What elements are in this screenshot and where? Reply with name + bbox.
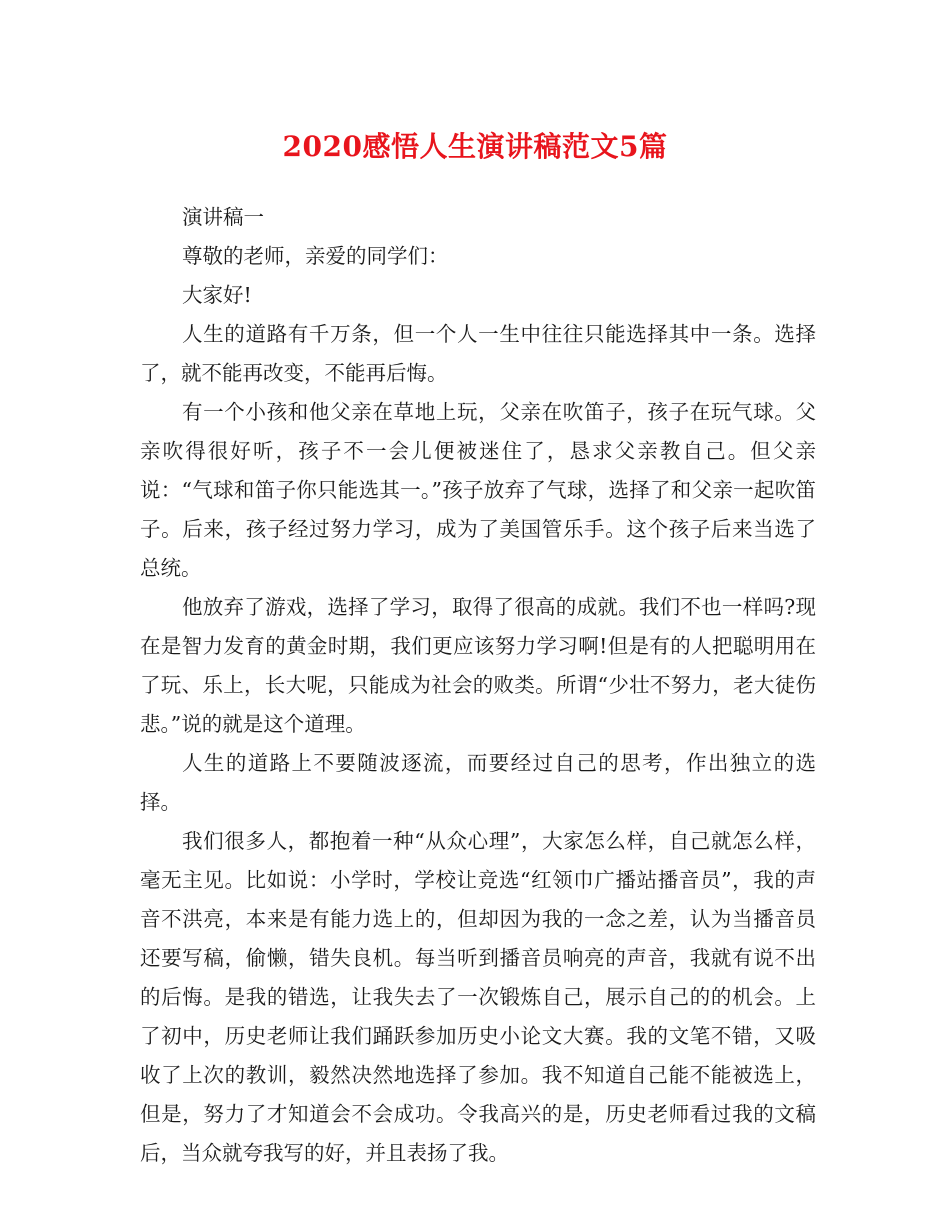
document-title: 2020感悟人生演讲稿范文5篇	[282, 130, 668, 163]
paragraph: 我们很多人，都抱着一种“从众心理”，大家怎么样，自己就怎么样，毫无主见。比如说：小学时，学校让竞选“红领巾广播站播音员”，我的声音不洪亮，本来是有能力选上的，但却因为我的一念之差，认为当播音员还要写稿，偷懒，错失良机。每当听到播音员响亮的声音，我就有说不出的后悔。是我的错选，让我失去了一次锻炼自己，展示自己的的机会。上了初中，历史老师让我们踊跃参加历史小论文大赛。我的文笔不错，又吸收了上次的教训，毅然决然地选择了参加。我不知道自己能不能被选上，但是，努力了才知道会不会成功。令我高兴的是，历史老师看过我的文稿后，当众就夸我写的好，并且表扬了我。	[140, 829, 816, 1165]
paragraph: 人生的道路上不要随波逐流，而要经过自己的思考，作出独立的选择。	[140, 751, 816, 814]
paragraph: 他放弃了游戏，选择了学习，取得了很高的成就。我们不也一样吗?现在是智力发育的黄金时期，我们更应该努力学习啊!但是有的人把聪明用在了玩、乐上，长大呢，只能成为社会的败类。所谓“少壮不努力，老大徒伤悲。”说的就是这个道理。	[140, 595, 816, 736]
paragraph: 人生的道路有千万条，但一个人一生中往往只能选择其中一条。选择了，就不能再改变，不能再后悔。	[140, 322, 816, 385]
paragraph-heading: 演讲稿一	[182, 205, 264, 229]
paragraph-greeting: 大家好!	[182, 283, 252, 307]
document-body	[140, 198, 816, 1173]
paragraph: 有一个小孩和他父亲在草地上玩，父亲在吹笛子，孩子在玩气球。父亲吹得很好听，孩子不一会儿便被迷住了，恳求父亲教自己。但父亲说：“气球和笛子你只能选其一。”孩子放弃了气球，选择了和父亲一起吹笛子。后来，孩子经过努力学习，成为了美国管乐手。这个孩子后来当选了总统。	[140, 400, 816, 580]
paragraph-salutation: 尊敬的老师，亲爱的同学们：	[182, 244, 449, 268]
